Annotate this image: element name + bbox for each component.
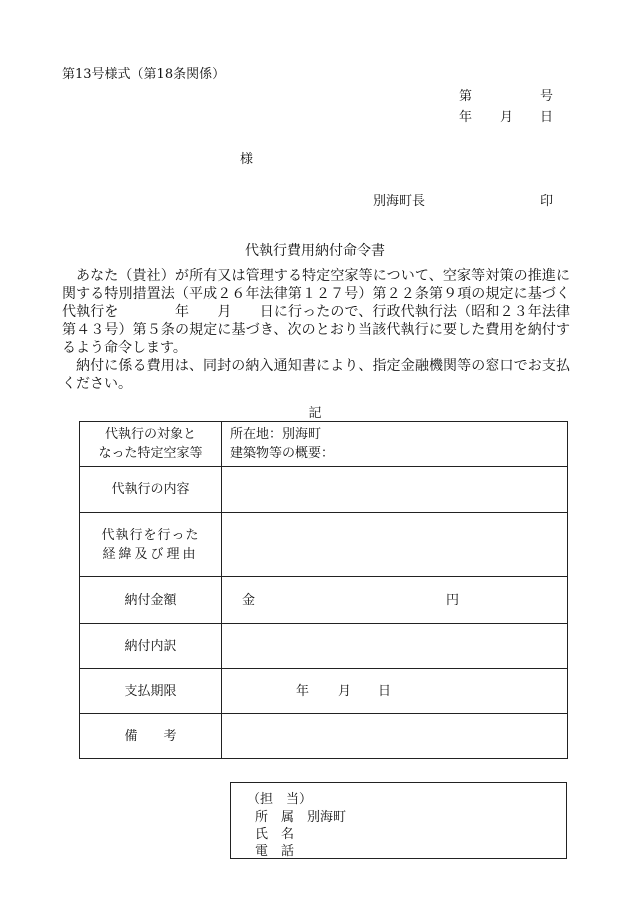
table-row-target (80, 422, 568, 467)
location-field: 所在地：別海町 (230, 427, 322, 442)
value-remarks (222, 714, 568, 759)
building-summary-field: 建築物等の概要： (230, 446, 335, 461)
deadline-day: 日 (378, 683, 392, 699)
table-row-reason (80, 513, 568, 577)
ki-heading: 記 (308, 406, 322, 421)
remarks-char-2: 考 (163, 728, 177, 744)
amount-kin: 金 (242, 592, 256, 608)
contact-dept-value: 別海町 (307, 810, 347, 825)
remarks-char-1: 備 (124, 728, 138, 744)
table-row-breakdown (80, 624, 568, 669)
addressee-honorific: 様 (240, 152, 254, 167)
label-reason-line1: 代執行を行った (101, 527, 200, 543)
number-suffix: 号 (540, 89, 554, 104)
value-amount (222, 577, 568, 624)
value-breakdown (222, 624, 568, 669)
label-target-line1: 代執行の対象と (104, 427, 196, 442)
label-reason (80, 513, 222, 577)
details-table (79, 421, 568, 759)
date-year: 年 (459, 110, 473, 125)
body-paragraph-2: 納付に係る費用は、同封の納入通知書により、指定金融機関等の窓口でお支払ください。 (62, 358, 570, 392)
value-deadline (222, 669, 568, 714)
value-reason (222, 513, 568, 577)
table-row-content (80, 467, 568, 513)
body-paragraph-1: あなた（貴社）が所有又は管理する特定空家等について、空家等対策の推進に関する特別措置法（平成２６年法律第１２７号）第２２条第９項の規定に基づく代執行を 年 月 日に行ったので、行政代執行法（昭和２３年法律第４３号）第５条の規定に基づき、次のとおり当該代執行に要した費用を納付するよう命令します。 (62, 268, 570, 356)
form-number: 第13号様式（第18条関係） (62, 67, 226, 82)
number-prefix: 第 (459, 89, 473, 104)
deadline-month: 月 (338, 683, 352, 699)
date-month: 月 (500, 110, 514, 125)
contact-name-label: 氏 名 (255, 827, 295, 842)
body-text (62, 267, 570, 393)
label-deadline: 支払期限 (80, 669, 222, 714)
label-execution-content: 代執行の内容 (80, 467, 222, 513)
contact-heading: （担 当） (247, 792, 313, 807)
table-row-remarks (80, 714, 568, 759)
label-target-line2: なった特定空家等 (98, 446, 203, 461)
contact-box (230, 782, 567, 859)
amount-en: 円 (446, 592, 460, 608)
deadline-year: 年 (296, 683, 310, 699)
label-target-property (80, 422, 222, 467)
date-day: 日 (540, 110, 554, 125)
label-remarks (80, 714, 222, 759)
amount-line (230, 591, 567, 610)
table-row-deadline (80, 669, 568, 714)
label-amount: 納付金額 (80, 577, 222, 624)
table-row-amount (80, 577, 568, 624)
contact-phone-label: 電 話 (255, 844, 295, 859)
value-execution-content (222, 467, 568, 513)
document-title: 代執行費用納付命令書 (245, 243, 385, 259)
deadline-line (230, 682, 567, 701)
issuer-name: 別海町長 (373, 194, 426, 209)
seal-mark: 印 (540, 194, 554, 209)
contact-dept-label: 所 属 (255, 810, 295, 825)
label-breakdown: 納付内訳 (80, 624, 222, 669)
value-target-property (222, 422, 568, 467)
label-reason-line2: 経緯及び理由 (102, 546, 199, 562)
